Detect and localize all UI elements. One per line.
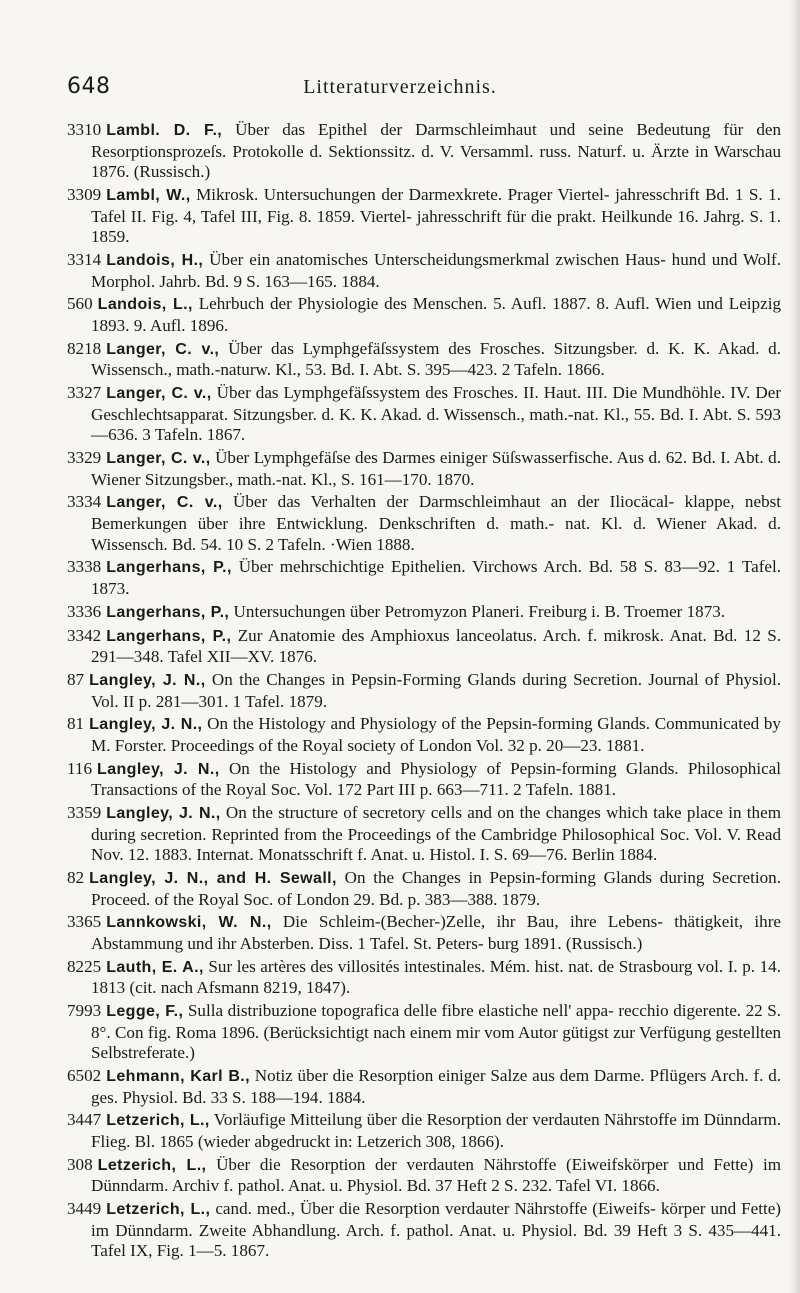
bibliography-entry — [67, 957, 781, 999]
entry-text: Die Schleim-(Becher-)Zelle, ihr Bau, ihre Lebens- thätigkeit, ihre Abstammung und ihr Absterben. Diss. 1 Tafel. St. Peters- burg 1891. (Russisch.) — [91, 912, 781, 953]
entry-number: 81 — [67, 714, 85, 734]
entry-number: 8218 — [67, 338, 102, 358]
entry-text: Mikrosk. Untersuchungen der Darmexkrete. Prager Viertel- jahresschrift Bd. 1 S. 1. Tafel II. Fig. 4, Tafel III, Fig. 8. 1859. Viertel- jahresschrift für die prakt. Heilkunde 16. Jahrg. S. 1. 1859. — [91, 184, 781, 247]
page-edge — [790, 0, 800, 1293]
entry-number: 3359 — [67, 803, 102, 823]
bibliography-list — [67, 120, 781, 1264]
entry-author: Letzerich, L., — [97, 1156, 207, 1174]
entry-text: Zur Anatomie des Amphioxus lanceolatus. Arch. f. mikrosk. Anat. Bd. 12 S. 291—348. Tafel XII—XV. 1876. — [91, 625, 782, 667]
entry-number: 3449 — [67, 1199, 102, 1219]
entry-text: Lehrbuch der Physiologie des Menschen. 5. Aufl. 1887. 8. Aufl. Wien und Leipzig 1893. 9. Aufl. 1896. — [91, 294, 781, 335]
entry-author: Letzerich, L., — [106, 1112, 210, 1130]
bibliography-entry — [67, 185, 781, 248]
entry-text: cand. med., Über die Resorption verdauter Nährstoffe (Eiweifs- körper und Fette) im Dünndarm. Zweite Abhandlung. Arch. f. pathol. Anat. u. Physiol. Bd. 39 Heft 3 S. 435—441. Tafel IX, Fig. 1—5. 1867. — [91, 1199, 782, 1261]
entry-author: Landois, H., — [106, 251, 204, 269]
entry-text: On the Changes in Pepsin-Forming Glands during Secretion. Journal of Physiol. Vol. II p. 281—301. 1 Tafel. 1879. — [91, 669, 782, 711]
entry-author: Landois, L., — [97, 296, 193, 314]
entry-text: Sur les artères des villosités intestinales. Mém. hist. nat. de Strasbourg vol. I. p. 14. 1813 (cit. nach Afsmann 8219, 1847). — [91, 956, 782, 998]
entry-text: Notiz über die Resorption einiger Salze aus dem Darme. Pflügers Arch. f. d. ges. Physiol. Bd. 33 S. 188—194. 1884. — [91, 1066, 782, 1107]
bibliography-entry — [67, 868, 781, 910]
entry-number: 116 — [67, 758, 93, 778]
entry-author: Lehmann, Karl B., — [106, 1068, 251, 1086]
bibliography-entry — [67, 448, 781, 490]
bibliography-entry — [67, 294, 781, 336]
entry-number: 82 — [67, 868, 85, 887]
bibliography-entry — [67, 803, 781, 866]
entry-text: Über das Lymphgefäſssystem des Frosches. Sitzungsber. d. K. K. Akad. d. Wissensch., math.-naturw. Kl., 53. Bd. I. Abt. S. 395—423. 2 Tafeln. 1866. — [91, 338, 781, 380]
entry-text: On the structure of secretory cells and on the changes which take place in them during secretion. Reprinted from the Proceedings of the Cambridge Philosophical Soc. Vol. V. Read Nov. 12. 1883. Internat. Monatsschrift f. Anat. u. Histol. I. S. 69—76. Berlin 1884. — [91, 803, 781, 865]
entry-number: 3309 — [67, 184, 102, 204]
entry-text: Über ein anatomisches Unterscheidungsmerkmal zwischen Haus- hund und Wolf. Morphol. Jahrb. Bd. 9 S. 163—165. 1884. — [91, 249, 781, 291]
entry-number: 3336 — [67, 601, 102, 621]
bibliography-entry — [67, 1001, 781, 1064]
entry-author: Langerhans, P., — [106, 603, 230, 621]
page-number: 648 — [67, 74, 111, 99]
entry-author: Letzerich, L., — [106, 1201, 211, 1219]
entry-author: Lambl. D. F., — [106, 122, 223, 139]
entry-text: Über Lymphgefäſse des Darmes einiger Süſswasserfische. Aus d. 62. Bd. I. Abt. d. Wiener Sitzungsber., math.-nat. Kl., S. 161—170. 1870. — [91, 448, 781, 489]
entry-author: Langer, C. v., — [106, 340, 220, 358]
entry-author: Langerhans, P., — [106, 627, 232, 645]
page-header — [0, 74, 800, 104]
entry-author: Langley, J. N., — [106, 805, 221, 823]
entry-text: Über die Resorption der verdauten Nährstoffe (Eiweifskörper und Fette) im Dünndarm. Archiv f. pathol. Anat. u. Physiol. Bd. 37 Heft 2 S. 232. Tafel VI. 1866. — [91, 1154, 781, 1196]
entry-number: 3447 — [67, 1110, 102, 1130]
entry-number: 3342 — [67, 625, 102, 645]
entry-text: Über das Lymphgefäſssystem des Frosches. II. Haut. III. Die Mundhöhle. IV. Der Geschlechtsapparat. Sitzungsber. d. K. K. Akad. d. Wissensch., math.-nat. Kl., 55. Bd. I. Abt. S. 593—636. 3 Tafeln. 1867. — [91, 383, 782, 445]
bibliography-entry — [67, 492, 781, 555]
entry-text: Vorläufige Mitteilung über die Resorption der verdauten Nährstoffe im Dünndarm. Flieg. Bl. 1865 (wieder abgedruckt in: Letzerich 308, 1866). — [91, 1110, 782, 1152]
entry-number: 87 — [67, 669, 85, 689]
entry-author: Langerhans, P., — [106, 559, 232, 577]
running-title: Litteraturverzeichnis. — [303, 76, 497, 98]
entry-author: Langley, J. N., — [89, 671, 206, 689]
entry-text: Untersuchungen über Petromyzon Planeri. Freiburg i. B. Troemer 1873. — [233, 601, 726, 621]
bibliography-entry — [67, 1155, 781, 1197]
entry-number: 6502 — [67, 1066, 102, 1086]
entry-author: Langley, J. N., — [97, 760, 220, 778]
bibliography-entry — [67, 912, 781, 954]
entry-number: 3327 — [67, 383, 102, 403]
bibliography-entry — [67, 602, 781, 624]
entry-number: 308 — [67, 1154, 93, 1174]
bibliography-entry — [67, 383, 781, 446]
entry-author: Lambl, W., — [106, 186, 191, 204]
entry-author: Langer, C. v., — [106, 450, 211, 468]
entry-number: 3338 — [67, 557, 102, 577]
entry-author: Langley, J. N., and H. Sewall, — [89, 870, 337, 887]
entry-number: 3310 — [67, 120, 102, 139]
entry-number: 560 — [67, 294, 93, 314]
bibliography-entry — [67, 120, 781, 183]
entry-number: 8225 — [67, 956, 102, 976]
bibliography-entry — [67, 557, 781, 599]
entry-author: Lannkowski, W. N., — [106, 914, 272, 932]
entry-number: 3329 — [67, 448, 102, 468]
entry-text: Sulla distribuzione topografica delle fibre elastiche nell' appa- recchio digerente. 22 S. 8°. Con fig. Roma 1896. (Berücksichtigt nach einem mir vom Autor gütigst zur Verfügung gestellten Selbstreferate.) — [91, 1001, 782, 1063]
entry-number: 3334 — [67, 492, 102, 512]
entry-text: On the Histology and Physiology of the Pepsin-forming Glands. Communicated by M. Forster. Proceedings of the Royal society of London Vol. 32 p. 20—23. 1881. — [91, 714, 781, 755]
entry-text: Über mehrschichtige Epithelien. Virchows Arch. Bd. 58 S. 83—92. 1 Tafel. 1873. — [91, 557, 781, 598]
entry-author: Langley, J. N., — [89, 716, 203, 734]
bibliography-entry — [67, 1110, 781, 1152]
entry-number: 7993 — [67, 1001, 102, 1021]
bibliography-entry — [67, 714, 781, 756]
entry-author: Langer, C. v., — [106, 494, 223, 512]
entry-text: Über das Epithel der Darmschleimhaut und seine Bedeutung für den Resorptionsprozeſs. Protokolle d. Sektionssitz. d. V. Versamml. russ. Naturf. u. Ärzte in Warschau 1876. (Russisch.) — [91, 120, 781, 182]
entry-text: Über das Verhalten der Darmschleimhaut an der Iliocäcal- klappe, nebst Bemerkungen über ihre Entwicklung. Denkschriften d. math.- nat. Kl. d. Wiener Akad. d. Wissensch. Bd. 54. 10 S. 2 Tafeln. ·Wien 1888. — [91, 492, 782, 554]
entry-author: Legge, F., — [106, 1003, 184, 1021]
bibliography-entry — [67, 250, 781, 292]
entry-number: 3314 — [67, 249, 102, 269]
entry-text: On the Changes in Pepsin-forming Glands during Secretion. Proceed. of the Royal Soc. of London 29. Bd. p. 383—388. 1879. — [91, 868, 781, 909]
entry-author: Lauth, E. A., — [106, 958, 204, 976]
bibliography-entry — [67, 339, 781, 381]
entry-text: On the Histology and Physiology of Pepsin-forming Glands. Philosophical Transactions of the Royal Soc. Vol. 172 Part III p. 663—711. 2 Tafeln. 1881. — [91, 758, 781, 800]
entry-number: 3365 — [67, 912, 102, 932]
entry-author: Langer, C. v., — [106, 385, 212, 403]
bibliography-entry — [67, 1066, 781, 1108]
bibliography-entry — [67, 670, 781, 712]
bibliography-entry — [67, 1199, 781, 1262]
bibliography-entry — [67, 759, 781, 801]
bibliography-entry — [67, 626, 781, 668]
